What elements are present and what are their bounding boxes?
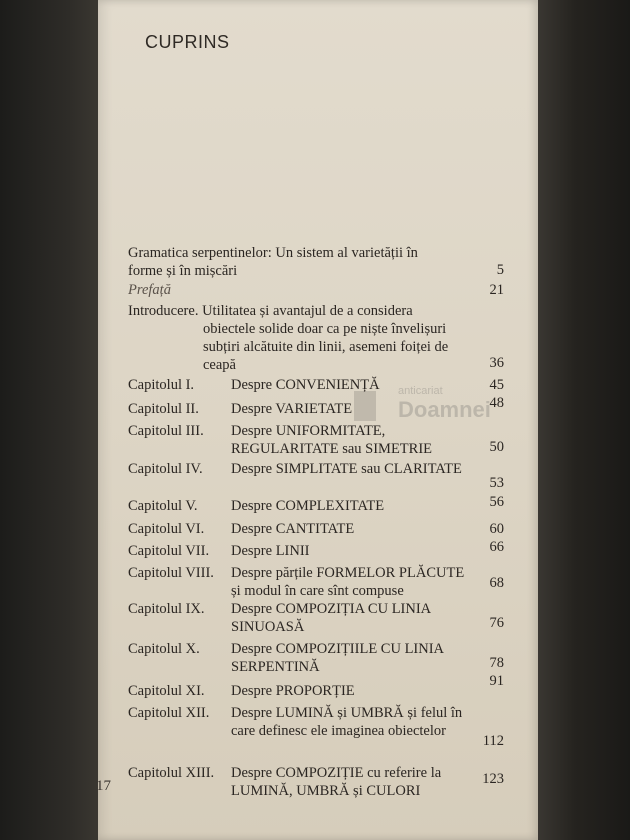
page-number: 17 bbox=[96, 778, 111, 794]
chapter-title: Despre VARIETATE bbox=[231, 401, 353, 417]
chapter-title: Despre LUMINĂ și UMBRĂ și felul în care definesc ele imaginea obiectelor bbox=[231, 705, 463, 739]
watermark bbox=[398, 385, 508, 475]
chapter-page: 91 bbox=[489, 673, 504, 689]
chapter-title: Despre COMPOZIȚIE cu referire la LUMINĂ, UMBRĂ și CULORI bbox=[231, 765, 442, 799]
chapter-label: Capitolul XII. bbox=[128, 705, 210, 721]
chapter-page: 76 bbox=[489, 615, 504, 631]
chapter-label: Capitolul IV. bbox=[128, 461, 203, 477]
chapter-page: 68 bbox=[489, 575, 504, 591]
chapter-page: 112 bbox=[482, 733, 504, 749]
chapter-page: 53 bbox=[489, 475, 504, 491]
chapter-label: Capitolul II. bbox=[128, 401, 199, 417]
page-heading: CUPRINS bbox=[145, 32, 230, 52]
chapter-title: Despre COMPOZIȚIILE CU LINIA SERPENTINĂ bbox=[231, 641, 444, 675]
book-page bbox=[98, 0, 538, 840]
chapter-page: 66 bbox=[489, 539, 504, 555]
chapter-title: Despre SIMPLITATE sau CLARITATE bbox=[231, 461, 462, 477]
toc-entry-page: 21 bbox=[489, 282, 504, 298]
chapter-label: Capitolul XIII. bbox=[128, 765, 215, 781]
chapter-label: Capitolul X. bbox=[128, 641, 200, 657]
toc-entry-title-cont: obiectele solide doar ca pe niște învelișuri subțiri alcătuite din linii, asemeni foiței de ceapă bbox=[203, 321, 449, 373]
chapter-label: Capitolul I. bbox=[128, 377, 195, 393]
chapter-title: Despre COMPOZIȚIA CU LINIA SINUOASĂ bbox=[231, 601, 431, 635]
watermark-line2: Doamnei bbox=[398, 397, 491, 422]
chapter-title: Despre LINII bbox=[231, 543, 310, 559]
chapter-page: 123 bbox=[482, 771, 504, 787]
toc-entry-prefata bbox=[128, 281, 504, 301]
chapter-page: 60 bbox=[489, 521, 504, 537]
chapter-title: Despre părțile FORMELOR PLĂCUTE și modul în care sînt compuse bbox=[231, 565, 465, 599]
chapter-page: 78 bbox=[489, 655, 504, 671]
toc-entry-page: 5 bbox=[496, 262, 504, 278]
chapter-title: Despre COMPLEXITATE bbox=[231, 498, 385, 514]
chapter-page: 48 bbox=[489, 395, 504, 411]
chapter-page: 56 bbox=[489, 494, 504, 510]
chapter-page: 45 bbox=[489, 377, 504, 393]
chapter-title: Despre PROPORȚIE bbox=[231, 683, 355, 699]
chapter-title: Despre CONVENIENȚĂ bbox=[231, 377, 380, 393]
chapter-title: Despre CANTITATE bbox=[231, 521, 355, 537]
toc-entry-title: Introducere. Utilitatea și avantajul de a considera bbox=[128, 303, 413, 319]
chapter-label: Capitolul IX. bbox=[128, 601, 205, 617]
chapter-label: Capitolul V. bbox=[128, 498, 198, 514]
chapter-label: Capitolul XI. bbox=[128, 683, 205, 699]
toc-entry-page: 36 bbox=[489, 355, 504, 371]
dark-background-right bbox=[538, 0, 630, 840]
watermark-line1: anticariat bbox=[398, 385, 443, 397]
toc-entry-title: Prefață bbox=[128, 282, 171, 298]
watermark-icon bbox=[354, 391, 376, 421]
toc-entry-title-cont: forme și în mișcări bbox=[128, 263, 238, 279]
toc-entry-gramatica bbox=[128, 244, 504, 284]
toc-entry-introducere bbox=[128, 302, 504, 374]
chapter-label: Capitolul III. bbox=[128, 423, 204, 439]
chapter-title: Despre UNIFORMITATE, REGULARITATE sau SIMETRIE bbox=[231, 423, 433, 457]
chapter-label: Capitolul VIII. bbox=[128, 565, 214, 581]
chapter-label: Capitolul VI. bbox=[128, 521, 205, 537]
chapter-page: 50 bbox=[489, 439, 504, 455]
dark-background-left bbox=[0, 0, 98, 840]
toc-entry-title: Gramatica serpentinelor: Un sistem al varietății în bbox=[128, 245, 418, 261]
chapter-label: Capitolul VII. bbox=[128, 543, 210, 559]
